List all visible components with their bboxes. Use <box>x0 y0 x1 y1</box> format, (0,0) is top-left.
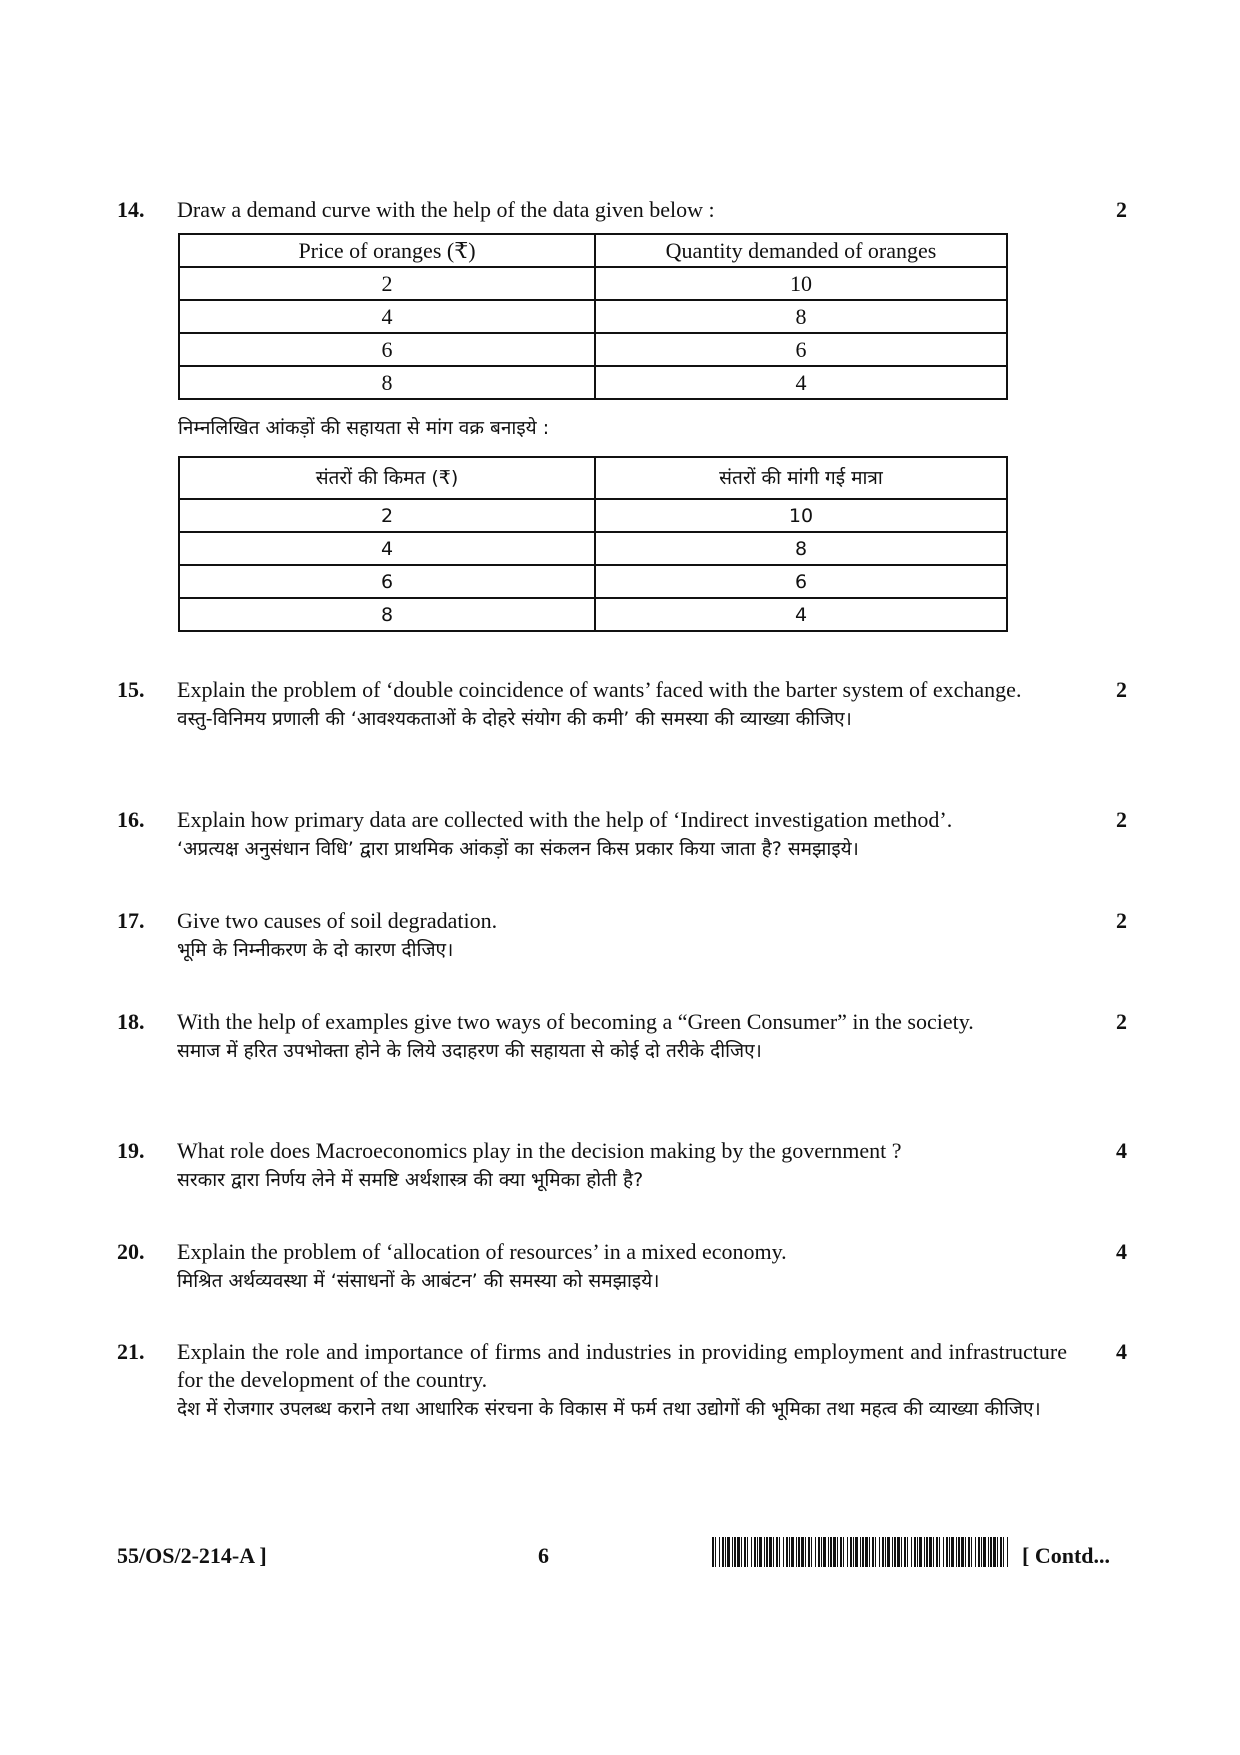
table-row <box>179 565 1007 598</box>
table-header-quantity: Quantity demanded of oranges <box>595 234 1007 267</box>
question-number: 18. <box>117 1009 145 1034</box>
table-cell: 8 <box>595 532 1007 565</box>
question-number: 19. <box>117 1138 145 1163</box>
table-cell: 6 <box>179 565 595 598</box>
question-number: 16. <box>117 807 145 832</box>
table-cell: 2 <box>179 499 595 532</box>
question-text-hi: ‘अप्रत्यक्ष अनुसंधान विधि’ द्वारा प्राथमिक आंकड़ों का संकलन किस प्रकार किया जाता है? समझाइये। <box>177 838 859 860</box>
page-number: 6 <box>538 1543 549 1568</box>
table-header-quantity: संतरों की मांगी गई मात्रा <box>595 457 1007 499</box>
data-table-en <box>178 233 1008 400</box>
question-marks: 2 <box>1116 677 1127 702</box>
table-row <box>179 300 1007 333</box>
question-text-hi: सरकार द्वारा निर्णय लेने में समष्टि अर्थशास्त्र की क्या भूमिका होती है? <box>177 1169 644 1191</box>
question-number: 17. <box>117 908 145 933</box>
question-marks: 2 <box>1116 807 1127 832</box>
table-row <box>179 366 1007 399</box>
barcode-image <box>712 1537 1012 1567</box>
question-text-hi: देश में रोजगार उपलब्ध कराने तथा आधारिक संरचना के विकास में फर्म तथा उद्योगों की भूमिका तथा महत्व की व्याख्या कीजिए। <box>177 1398 1041 1420</box>
table-cell: 10 <box>595 267 1007 300</box>
question-marks: 4 <box>1116 1339 1127 1364</box>
paper-code: 55/OS/2-214-A ] <box>117 1543 267 1568</box>
contd-label: [ Contd... <box>1022 1543 1111 1568</box>
question-text-en: Explain how primary data are collected with the help of ‘Indirect investigation method’. <box>177 807 953 832</box>
table-header-price: संतरों की किमत (₹) <box>179 457 595 499</box>
table-cell: 4 <box>595 366 1007 399</box>
question-text-hi: समाज में हरित उपभोक्ता होने के लिये उदाहरण की सहायता से कोई दो तरीके दीजिए। <box>177 1040 762 1062</box>
table-cell: 8 <box>179 366 595 399</box>
question-number: 21. <box>117 1339 145 1364</box>
question-text-hi: मिश्रित अर्थव्यवस्था में ‘संसाधनों के आबंटन’ की समस्या को समझाइये। <box>177 1270 660 1292</box>
question-text-en: What role does Macroeconomics play in the decision making by the government ? <box>177 1138 902 1163</box>
question-text-en: Give two causes of soil degradation. <box>177 908 498 933</box>
table-header-row <box>179 234 1007 267</box>
table-cell: 6 <box>179 333 595 366</box>
question-text-en: With the help of examples give two ways of becoming a “Green Consumer” in the society. <box>177 1009 974 1034</box>
table-cell: 2 <box>179 267 595 300</box>
table-cell: 8 <box>179 598 595 631</box>
table-header-row <box>179 457 1007 499</box>
table-row <box>179 598 1007 631</box>
question-text-en: Explain the role and importance of firms and industries in providing employment and infrastructure for the development of the country. <box>177 1339 1067 1392</box>
question-marks: 4 <box>1116 1239 1127 1264</box>
question-text-en: Explain the problem of ‘allocation of resources’ in a mixed economy. <box>177 1239 787 1264</box>
question-marks: 4 <box>1116 1138 1127 1163</box>
question-text-en: Draw a demand curve with the help of the data given below : <box>177 197 715 222</box>
question-marks: 2 <box>1116 197 1127 222</box>
table-row <box>179 333 1007 366</box>
table-cell: 4 <box>179 300 595 333</box>
question-number: 15. <box>117 677 145 702</box>
table-row <box>179 267 1007 300</box>
question-number: 14. <box>117 197 145 222</box>
data-table-hi <box>178 456 1008 632</box>
table-cell: 4 <box>179 532 595 565</box>
question-text-hi: भूमि के निम्नीकरण के दो कारण दीजिए। <box>177 939 454 961</box>
question-text-hi: वस्तु-विनिमय प्रणाली की ‘आवश्यकताओं के दोहरे संयोग की कमी’ की समस्या की व्याख्या कीजिए। <box>177 708 852 730</box>
table-cell: 4 <box>595 598 1007 631</box>
table-row <box>179 499 1007 532</box>
table-cell: 8 <box>595 300 1007 333</box>
table-row <box>179 532 1007 565</box>
table-cell: 10 <box>595 499 1007 532</box>
question-text-hi: निम्नलिखित आंकड़ों की सहायता से मांग वक्र बनाइये : <box>178 417 550 439</box>
question-marks: 2 <box>1116 1009 1127 1034</box>
question-number: 20. <box>117 1239 145 1264</box>
table-header-price: Price of oranges (₹) <box>179 234 595 267</box>
question-text-en: Explain the problem of ‘double coincidence of wants’ faced with the barter system of exchange. <box>177 677 1022 702</box>
table-cell: 6 <box>595 333 1007 366</box>
question-marks: 2 <box>1116 908 1127 933</box>
table-cell: 6 <box>595 565 1007 598</box>
